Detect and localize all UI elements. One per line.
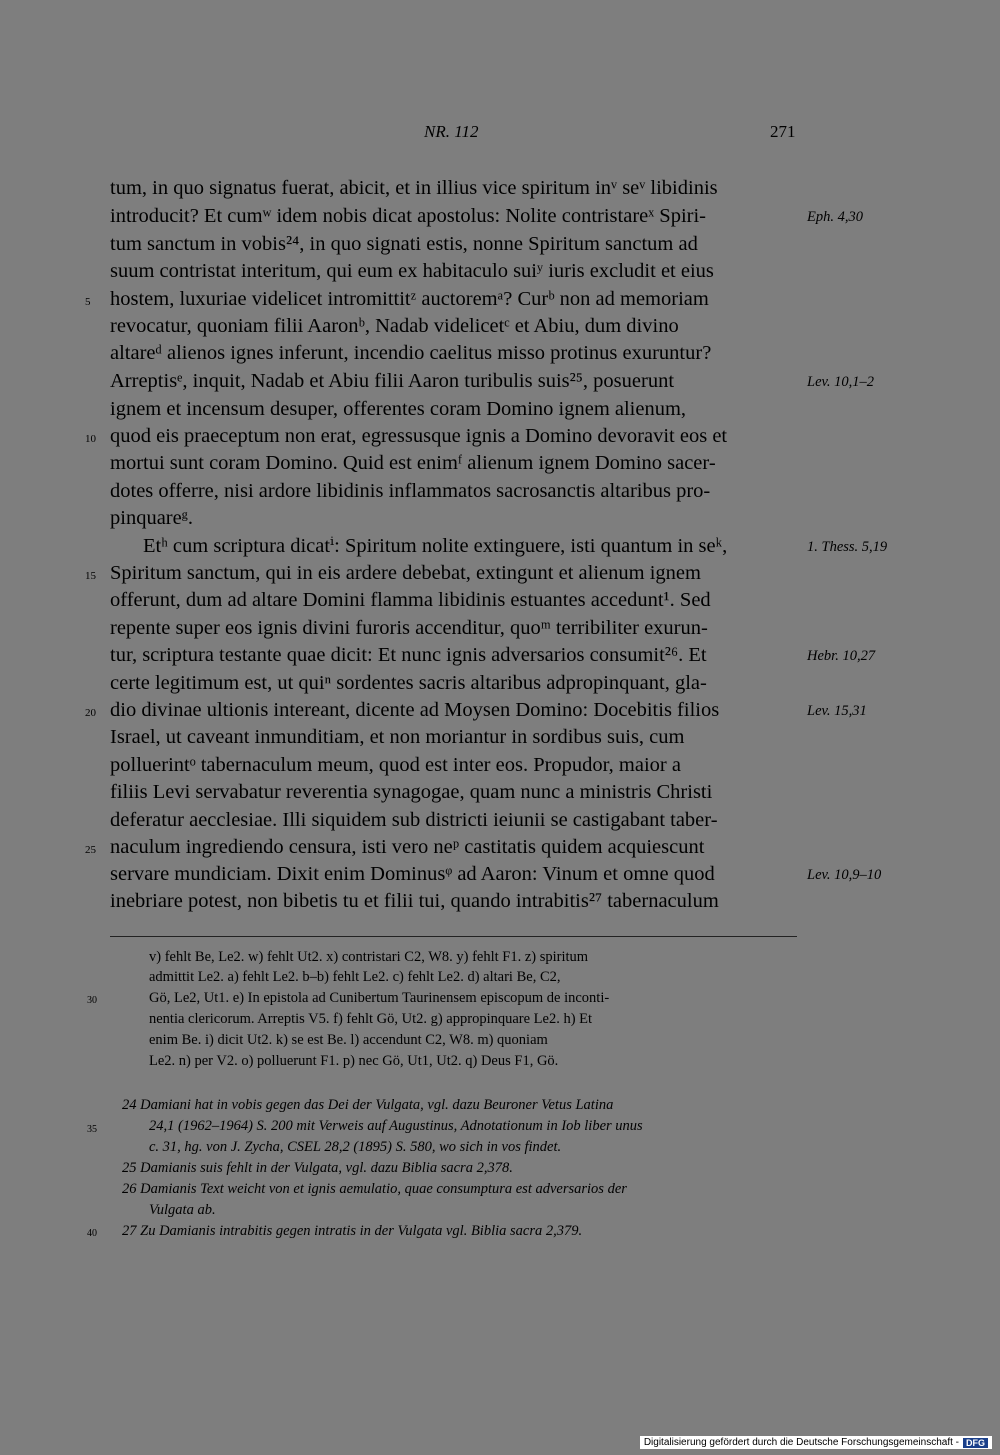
- text-line: polluerintᵒ tabernaculum meum, quod est inter eos. Propudor, maior a: [110, 754, 681, 776]
- text-line: naculum ingrediendo censura, isti vero neᵖ castitatis quidem acquiescunt: [110, 836, 705, 858]
- text-line: pinquareᵍ.: [110, 507, 194, 529]
- line-number: 5: [85, 296, 91, 308]
- running-title: NR. 112: [424, 122, 479, 141]
- note-line: 27 Zu Damianis intrabitis gegen intratis in der Vulgata vgl. Biblia sacra 2,379.: [122, 1223, 583, 1239]
- text-line: dio divinae ultionis intereant, dicente ad Moysen Domino: Docebitis filios: [110, 699, 720, 721]
- text-line: introducit? Et cumʷ idem nobis dicat apostolus: Nolite contristareˣ Spiri-: [110, 205, 706, 227]
- text-line: quod eis praeceptum non erat, egressusque ignis a Domino devoravit eos et: [110, 425, 728, 447]
- text-line: hostem, luxuriae videlicet intromittitᶻ auctoremᵃ? Curᵇ non ad memoriam: [110, 288, 709, 310]
- margin-ref: Hebr. 10,27: [807, 648, 876, 664]
- text-line: tum, in quo signatus fuerat, abicit, et in illius vice spiritum inᵛ seᵛ libidinis: [110, 177, 718, 199]
- apparatus-line: admittit Le2. a) fehlt Le2. b–b) fehlt Le2. c) fehlt Le2. d) altari Be, C2,: [149, 969, 561, 985]
- line-number: 20: [85, 707, 96, 719]
- apparatus-line: Le2. n) per V2. o) polluerunt F1. p) nec Gö, Ut1, Ut2. q) Deus F1, Gö.: [149, 1053, 559, 1069]
- text-line: inebriare potest, non bibetis tu et filii tui, quando intrabitis²⁷ tabernaculum: [110, 890, 719, 912]
- note-line: c. 31, hg. von J. Zycha, CSEL 28,2 (1895) S. 580, wo sich in vos findet.: [149, 1139, 562, 1155]
- text-line: tum sanctum in vobis²⁴, in quo signati estis, nonne Spiritum sanctum ad: [110, 233, 698, 255]
- note-line: 24 Damiani hat in vobis gegen das Dei der Vulgata, vgl. dazu Beuroner Vetus Latina: [122, 1097, 614, 1113]
- note-line: 24,1 (1962–1964) S. 200 mit Verweis auf Augustinus, Adnotationum in Iob liber unus: [149, 1118, 643, 1134]
- apparatus-line: v) fehlt Be, Le2. w) fehlt Ut2. x) contristari C2, W8. y) fehlt F1. z) spiritum: [149, 949, 589, 965]
- text-line: Arreptisᵉ, inquit, Nadab et Abiu filii Aaron turibulis suis²⁵, posuerunt: [110, 370, 675, 392]
- line-number: 40: [87, 1228, 97, 1239]
- line-number: 25: [85, 844, 96, 856]
- line-number: 35: [87, 1124, 97, 1135]
- page-number: 271: [770, 122, 796, 141]
- margin-ref: Lev. 10,1–2: [807, 374, 874, 390]
- margin-ref: Lev. 15,31: [807, 703, 867, 719]
- text-line: Etʰ cum scriptura dicatⁱ: Spiritum nolite extinguere, isti quantum in seᵏ,: [143, 535, 728, 557]
- apparatus-line: enim Be. i) dicit Ut2. k) se est Be. l) accendunt C2, W8. m) quoniam: [149, 1032, 548, 1048]
- note-line: 25 Damianis suis fehlt in der Vulgata, vgl. dazu Biblia sacra 2,378.: [122, 1160, 513, 1176]
- digitization-credit: [640, 1436, 992, 1449]
- text-line: mortui sunt coram Domino. Quid est enimᶠ alienum ignem Domino sacer-: [110, 452, 716, 474]
- text-line: altareᵈ alienos ignes inferunt, incendio caelitus misso protinus exuruntur?: [110, 342, 712, 364]
- text-line: tur, scriptura testante quae dicit: Et nunc ignis adversarios consumit²⁶. Et: [110, 644, 707, 666]
- text-line: repente super eos ignis divini furoris accenditur, quoᵐ terribiliter exurun-: [110, 617, 708, 639]
- text-line: dotes offerre, nisi ardore libidinis inflammatos sacrosanctis altaribus pro-: [110, 480, 711, 502]
- line-number: 15: [85, 570, 96, 582]
- margin-ref: Lev. 10,9–10: [807, 867, 882, 883]
- text-line: offerunt, dum ad altare Domini flamma libidinis estuantes accedunt¹. Sed: [110, 589, 711, 611]
- text-line: certe legitimum est, ut quiⁿ sordentes sacris altaribus adpropinquant, gla-: [110, 672, 707, 694]
- text-line: suum contristat interitum, qui eum ex habitaculo suiʸ iuris excludit et eius: [110, 260, 714, 282]
- note-line: 26 Damianis Text weicht von et ignis aemulatio, quae consumptura est adversarios der: [122, 1181, 627, 1197]
- credit-text: Digitalisierung gefördert durch die Deutsche Forschungsgemeinschaft -: [643, 1437, 959, 1448]
- margin-ref: Eph. 4,30: [807, 209, 863, 225]
- apparatus-line: nentia clericorum. Arreptis V5. f) fehlt Gö, Ut2. g) appropinquare Le2. h) Et: [149, 1011, 593, 1027]
- margin-ref: 1. Thess. 5,19: [807, 539, 888, 555]
- text-line: filiis Levi servabatur reverentia synagogae, quam nunc a ministris Christi: [110, 781, 713, 803]
- text-line: revocatur, quoniam filii Aaronᵇ, Nadab videlicetᶜ et Abiu, dum divino: [110, 315, 679, 337]
- apparatus-line: Gö, Le2, Ut1. e) In epistola ad Cunibertum Taurinensem episcopum de inconti-: [149, 990, 610, 1006]
- text-line: Spiritum sanctum, qui in eis ardere debebat, extingunt et alienum ignem: [110, 562, 701, 584]
- text-line: deferatur aecclesiae. Illi siquidem sub districti ieiunii se castigabant taber-: [110, 809, 718, 831]
- line-number: 30: [87, 995, 97, 1006]
- line-number: 10: [85, 433, 96, 445]
- note-line: Vulgata ab.: [149, 1202, 216, 1218]
- text-line: servare mundiciam. Dixit enim Dominusᵠ ad Aaron: Vinum et omne quod: [110, 863, 715, 885]
- text-line: Israel, ut caveant inmunditiam, et non moriantur in sordibus suis, cum: [110, 726, 685, 748]
- footnote-divider: [110, 936, 797, 937]
- text-line: ignem et incensum desuper, offerentes coram Domino ignem alienum,: [110, 398, 687, 420]
- dfg-logo: DFG: [963, 1438, 988, 1448]
